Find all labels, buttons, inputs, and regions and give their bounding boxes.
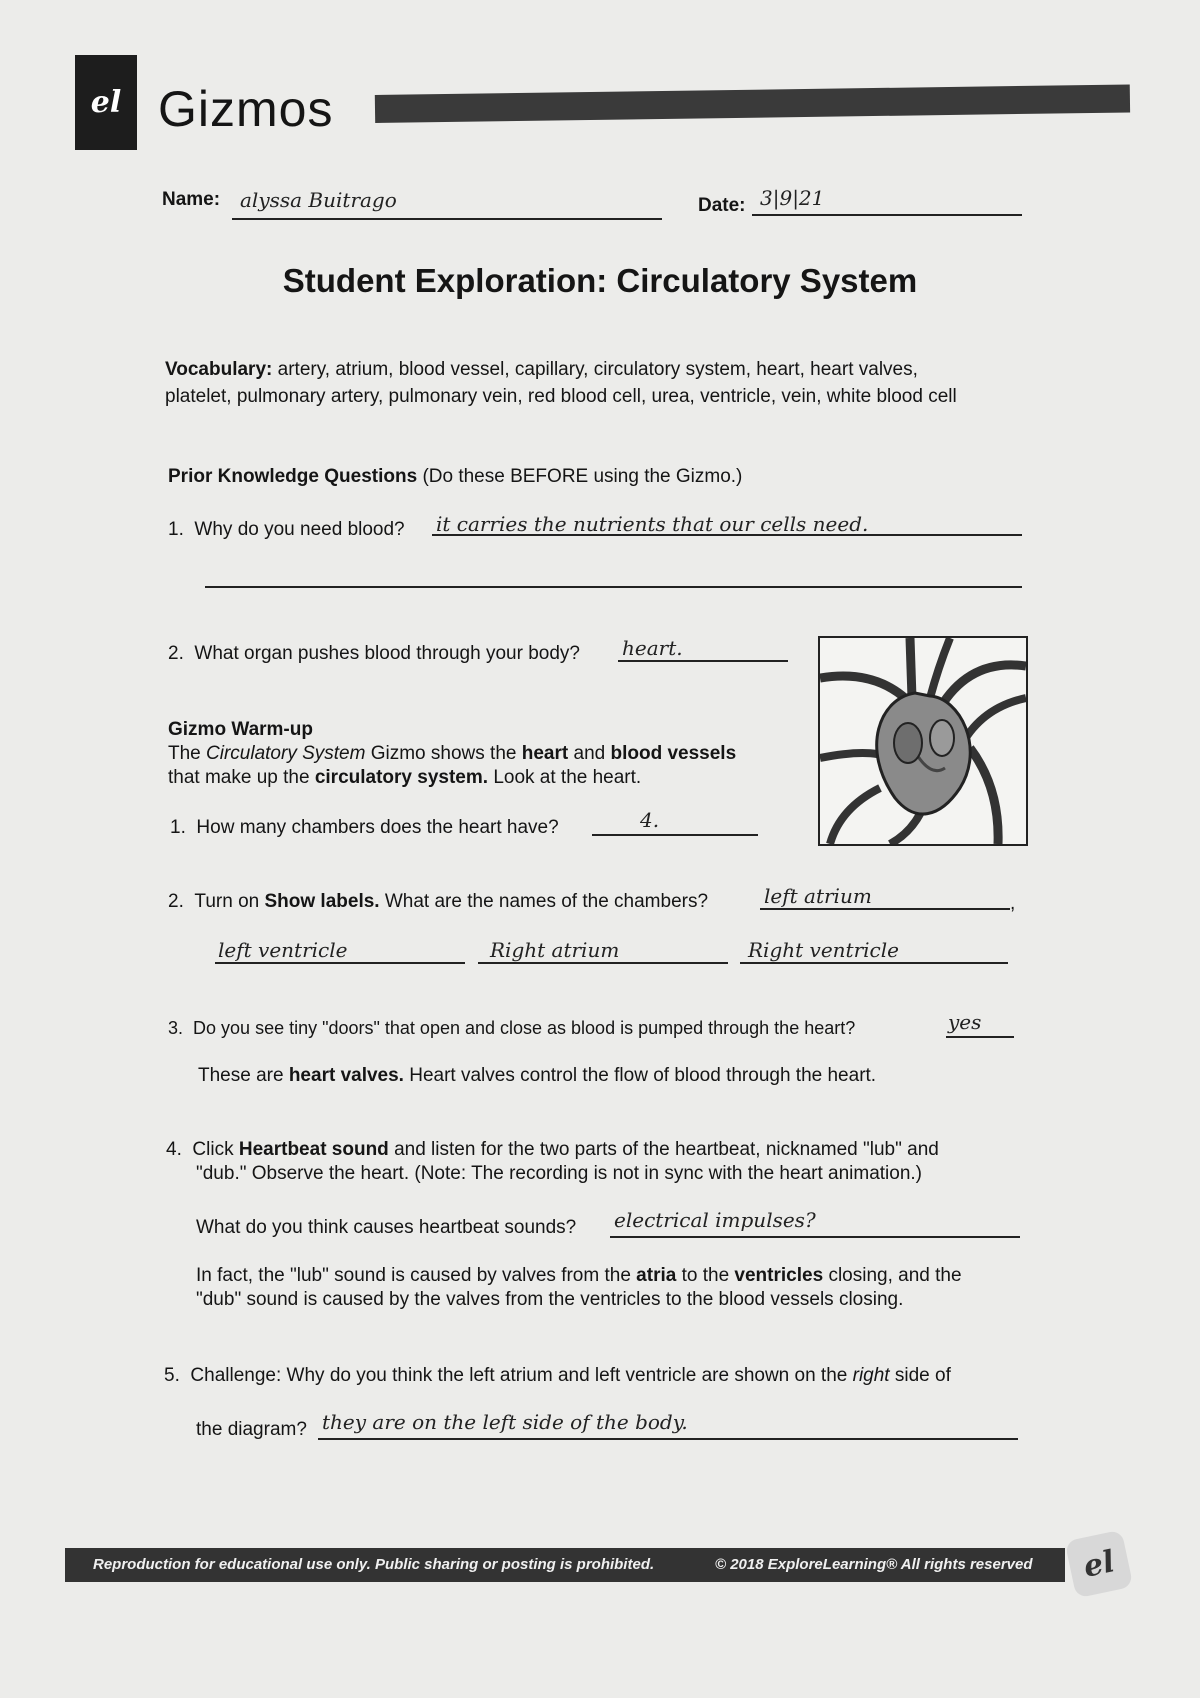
footer-copyright: © 2018 ExploreLearning® All rights reserved bbox=[715, 1556, 1033, 1573]
footer-bar bbox=[65, 1548, 1065, 1582]
page-title: Student Exploration: Circulatory System bbox=[282, 262, 918, 299]
warmup-q4-line-1: 4. Click Heartbeat sound and listen for the two parts of the heartbeat, nicknamed "lub" and bbox=[166, 1139, 939, 1160]
heart-icon bbox=[820, 638, 1026, 844]
date-label: Date: bbox=[698, 195, 746, 216]
warmup-q3-answer[interactable]: yes bbox=[948, 1010, 982, 1034]
warmup-q2-answer-3[interactable]: Right atrium bbox=[490, 938, 620, 962]
warmup-q2-line-2 bbox=[215, 962, 465, 964]
warmup-q2-answer-2[interactable]: left ventricle bbox=[218, 938, 348, 962]
warmup-q1: 1. How many chambers does the heart have? bbox=[170, 817, 559, 838]
warmup-q2-line-1 bbox=[760, 908, 1010, 910]
warmup-q2-answer-1[interactable]: left atrium bbox=[764, 884, 872, 908]
footer-disclaimer: Reproduction for educational use only. Public sharing or posting is prohibited. bbox=[93, 1556, 655, 1573]
warmup-q4-fact-1: In fact, the "lub" sound is caused by valves from the atria to the ventricles closing, and the bbox=[196, 1265, 962, 1286]
explorelearning-logo: el bbox=[75, 55, 137, 150]
prior-q1: 1. Why do you need blood? bbox=[168, 519, 405, 540]
header-bar bbox=[375, 84, 1130, 123]
warmup-q3-note: These are heart valves. Heart valves control the flow of blood through the heart. bbox=[198, 1065, 877, 1086]
brand-title: Gizmos bbox=[158, 81, 334, 137]
warmup-q5-line bbox=[318, 1438, 1018, 1440]
warmup-q1-line bbox=[592, 834, 758, 836]
warmup-q2-answer-4[interactable]: Right ventricle bbox=[748, 938, 899, 962]
warmup-q4-line-2: "dub." Observe the heart. (Note: The recording is not in sync with the heart animation.) bbox=[196, 1163, 923, 1184]
warmup-q1-answer[interactable]: 4. bbox=[640, 808, 660, 832]
warmup-q3: 3. Do you see tiny "doors" that open and close as blood is pumped through the heart? bbox=[168, 1018, 856, 1038]
warmup-q3-line bbox=[946, 1036, 1014, 1038]
prior-knowledge-heading: Prior Knowledge Questions (Do these BEFORE using the Gizmo.) bbox=[168, 466, 743, 487]
name-line bbox=[232, 218, 662, 220]
prior-q2-answer[interactable]: heart. bbox=[622, 636, 683, 660]
prior-q1-line-2 bbox=[205, 586, 1022, 588]
warmup-q4-fact-2: "dub" sound is caused by the valves from the ventricles to the blood vessels closing. bbox=[196, 1289, 904, 1310]
warmup-q4-question: What do you think causes heartbeat sounds? bbox=[196, 1217, 577, 1238]
comma: , bbox=[1010, 893, 1016, 914]
warmup-q2: 2. Turn on Show labels. What are the names of the chambers? bbox=[168, 891, 709, 912]
warmup-q2-line-3 bbox=[478, 962, 728, 964]
name-field[interactable]: alyssa Buitrago bbox=[240, 188, 397, 212]
warmup-heading: Gizmo Warm-up bbox=[168, 719, 313, 740]
date-line bbox=[752, 214, 1022, 216]
footer-logo: el bbox=[1065, 1530, 1134, 1599]
heart-diagram bbox=[818, 636, 1028, 846]
warmup-q4-line bbox=[610, 1236, 1020, 1238]
warmup-intro-line-2: that make up the circulatory system. Look at the heart. bbox=[168, 767, 642, 788]
prior-q2-line bbox=[618, 660, 788, 662]
date-field[interactable]: 3|9|21 bbox=[760, 186, 825, 210]
warmup-q4-answer[interactable]: electrical impulses? bbox=[614, 1208, 816, 1232]
prior-q1-answer[interactable]: it carries the nutrients that our cells need. bbox=[436, 512, 869, 536]
warmup-intro-line-1: The Circulatory System Gizmo shows the heart and blood vessels bbox=[168, 743, 737, 764]
vocabulary-line-1: Vocabulary: artery, atrium, blood vessel, capillary, circulatory system, heart, heart valves, bbox=[165, 359, 918, 380]
warmup-q2-line-4 bbox=[740, 962, 1008, 964]
name-label: Name: bbox=[162, 189, 221, 210]
warmup-q5-answer[interactable]: they are on the left side of the body. bbox=[322, 1410, 688, 1434]
prior-q2: 2. What organ pushes blood through your body? bbox=[168, 643, 580, 664]
warmup-q5-line-1: 5. Challenge: Why do you think the left atrium and left ventricle are shown on the right side of bbox=[164, 1365, 951, 1386]
vocabulary-line-2: platelet, pulmonary artery, pulmonary vein, red blood cell, urea, ventricle, vein, white blood cell bbox=[165, 386, 957, 407]
warmup-q5-line-2: the diagram? bbox=[196, 1419, 307, 1440]
